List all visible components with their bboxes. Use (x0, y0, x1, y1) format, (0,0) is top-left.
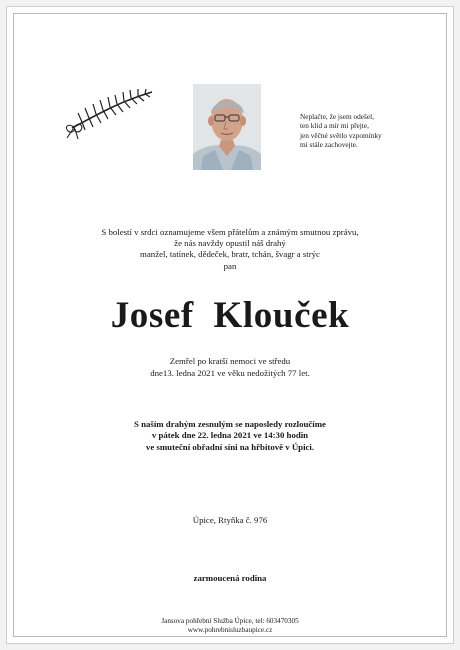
announcement-line: manžel, tatínek, dědeček, bratr, tchán, švagr a strýc (140, 249, 320, 260)
announcement-line: že nás navždy opustil náš drahý (174, 238, 286, 249)
mourners-signature: zarmoucená rodina (193, 573, 267, 583)
palm-branch-icon (60, 88, 156, 140)
quote-line: mi stále zachovejte. (300, 140, 358, 150)
death-line: dne13. ledna 2021 ve věku nedožitých 77 let. (150, 367, 310, 378)
announcement (0, 227, 460, 272)
quote-line: ten klid a mír mi přejte, (300, 121, 369, 131)
funeral-line: v pátek dne 22. ledna 2021 ve 14:30 hodin (151, 430, 309, 441)
footer-company: Jansova pohřební Služba Úpice, tel: 603470305 (161, 617, 299, 625)
portrait-photo (193, 84, 261, 170)
deceased-name: Josef Klouček (110, 295, 350, 336)
quote-line: Neplačte, že jsem odešel, (300, 112, 374, 121)
funeral-line: S naším drahým zesnulým se naposledy rozloučíme (134, 419, 326, 429)
memorial-quote (300, 112, 430, 150)
death-line: Zemřel po kratší nemoci ve středu (169, 356, 291, 366)
quote-line: jen věčné světlo vzpomínky (300, 130, 382, 140)
announcement-line: S bolestí v srdci oznamujeme všem přátelům a známým smutnou zprávu, (101, 227, 359, 237)
announcement-line: pan (223, 260, 237, 271)
funeral-service-footer (0, 617, 460, 635)
address: Úpice, Rtyňka č. 976 (192, 515, 268, 525)
death-details (0, 356, 460, 379)
footer-website: www.pohrebnisluzbaupice.cz (187, 626, 273, 635)
funeral-line: ve smuteční obřadní síni na hřbitově v Úpici. (145, 441, 315, 452)
funeral-details (0, 419, 460, 453)
